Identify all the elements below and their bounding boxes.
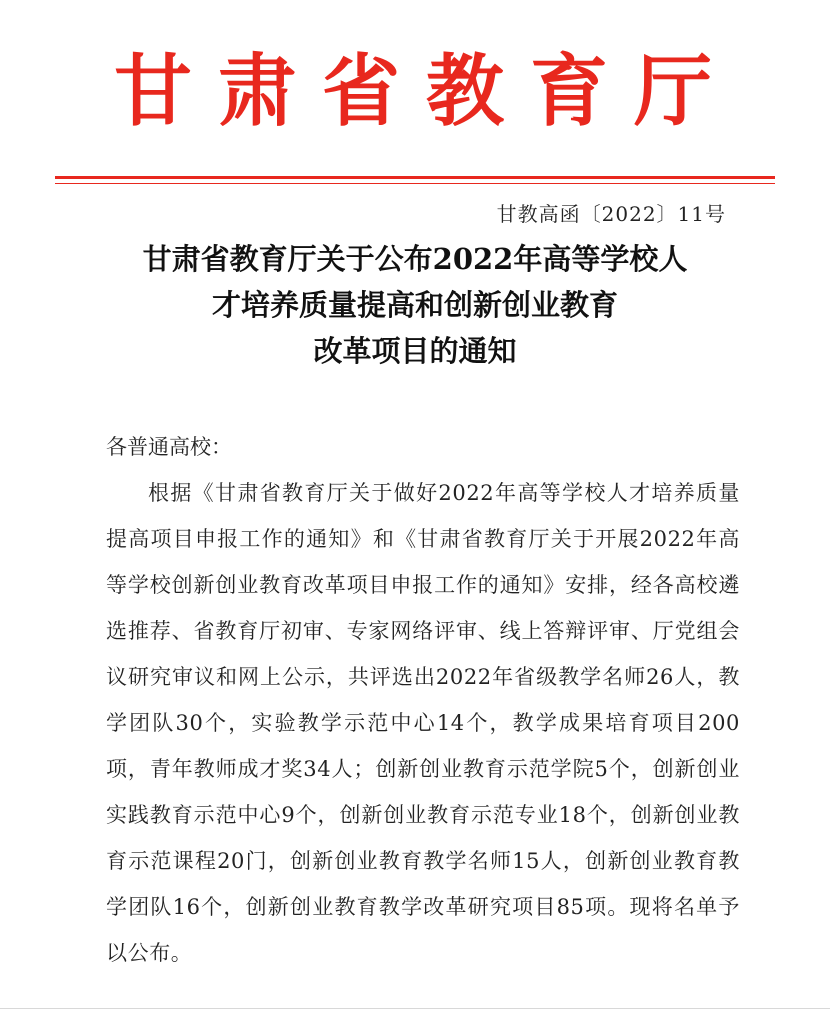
masthead-title: 甘肃省教育厅 (113, 47, 738, 137)
red-divider-thin (55, 183, 775, 184)
title-line-1: 甘肃省教育厅关于公布2022年高等学校人 (142, 242, 688, 276)
body-paragraph: 根据《甘肃省教育厅关于做好2022年高等学校人才培养质量提高项目申报工作的通知》和《甘肃省教育厅关于开展2022年高等学校创新创业教育改革项目申报工作的通知》安排，经各高校遴选推荐、省教育厅初审、专家网络评审、线上答辩评审、厅党组会议研究审议和网上公示，共评选出2022年省级教学名师26人，教学团队30个，实验教学示范中心14个，教学成果培育项目200项，青年教师成才奖34人；创新创业教育示范学院5个，创新创业实践教育示范中心9个，创新创业教育示范专业18个，创新创业教育示范课程20门，创新创业教育教学名师15人，创新创业教育教学团队16个，创新创业教育教学改革研究项目85项。现将名单予以公布。 (106, 481, 740, 965)
title-line-3: 改革项目的通知 (313, 334, 517, 368)
page-bottom-edge (0, 1008, 830, 1009)
document-number: 甘教高函〔2022〕11号 (496, 202, 726, 226)
document-title (0, 236, 830, 374)
red-divider-thick (55, 176, 775, 179)
salutation: 各普通高校： (106, 435, 232, 459)
document-body (106, 424, 740, 976)
title-line-2: 才培养质量提高和创新创业教育 (211, 288, 618, 322)
